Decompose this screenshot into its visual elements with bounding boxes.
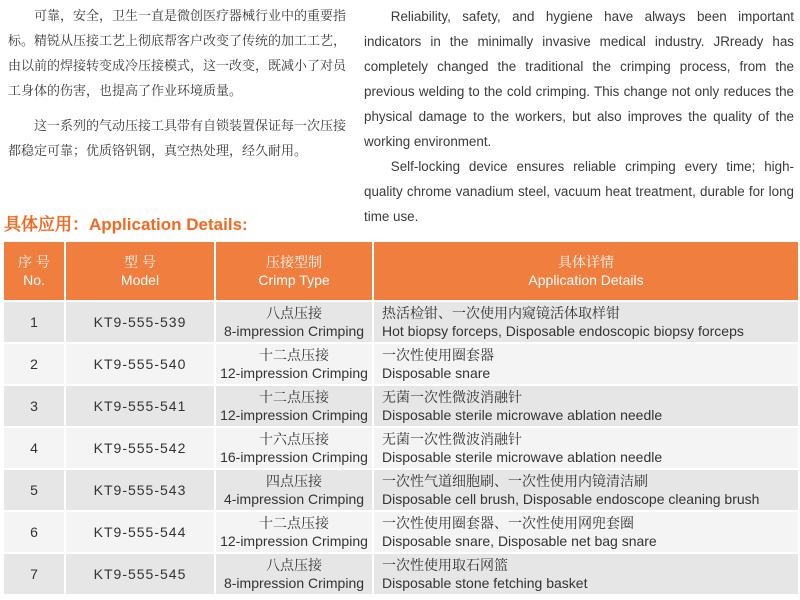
row-model: KT9-555-539 <box>66 302 216 344</box>
header-no-cn: 序 号 <box>18 254 50 270</box>
row-detail-en: Disposable snare <box>382 365 491 381</box>
row-model: KT9-555-540 <box>66 344 216 386</box>
row-crimp-cn: 四点压接 <box>266 473 322 489</box>
application-details-table <box>4 242 798 596</box>
row-model: KT9-555-544 <box>66 512 216 554</box>
header-crimp-cn: 压接型制 <box>266 254 322 270</box>
row-crimp-cn: 八点压接 <box>266 305 322 321</box>
header-details-en: Application Details <box>528 272 644 288</box>
intro-cn-paragraph-2: 这一系列的气动压接工具带有自锁装置保证每一次压接都稳定可靠；优质铬钒钢，真空热处理，经久耐用。 <box>8 119 347 159</box>
row-crimp <box>216 386 374 428</box>
row-crimp-cn: 十二点压接 <box>259 389 329 405</box>
row-detail-cn: 无菌一次性微波消融针 <box>382 389 522 405</box>
row-detail <box>374 302 798 344</box>
row-detail-cn: 一次性使用取石网篮 <box>382 557 508 573</box>
row-detail <box>374 554 798 596</box>
table-row <box>4 428 798 470</box>
row-crimp-cn: 八点压接 <box>266 557 322 573</box>
row-crimp-en: 16-impression Crimping <box>220 449 368 465</box>
row-crimp-cn: 十二点压接 <box>259 515 329 531</box>
row-detail <box>374 512 798 554</box>
section-title: 具体应用：Application Details: <box>4 215 248 234</box>
row-detail-en: Disposable stone fetching basket <box>382 575 588 591</box>
header-details-cn: 具体详情 <box>558 254 614 270</box>
row-crimp-en: 12-impression Crimping <box>220 533 368 549</box>
row-detail-en: Disposable snare, Disposable net bag snare <box>382 533 657 549</box>
row-detail-cn: 热活检钳、一次使用内窥镜活体取样钳 <box>382 305 620 321</box>
row-model: KT9-555-542 <box>66 428 216 470</box>
row-detail <box>374 428 798 470</box>
row-no: 4 <box>4 428 66 470</box>
table-header-row <box>4 242 798 302</box>
row-crimp <box>216 554 374 596</box>
row-crimp-en: 4-impression Crimping <box>223 491 365 507</box>
header-no-en: No. <box>23 272 45 288</box>
row-no: 2 <box>4 344 66 386</box>
row-crimp-en: 12-impression Crimping <box>220 407 368 423</box>
intro-en-paragraph-1: Reliability, safety, and hygiene have always been important indicators in the minimally invasive medical industry. JRready has completely changed the traditional the crimping process, from the previous welding to the cold crimping. This change not only reduces the physical damage to the workers, but also improves the quality of the working environment. <box>364 9 794 149</box>
row-model: KT9-555-545 <box>66 554 216 596</box>
row-crimp <box>216 428 374 470</box>
header-no <box>4 242 66 302</box>
intro-cn-paragraph-1: 可靠，安全，卫生一直是微创医疗器械行业中的重要指标。精锐从压接工艺上彻底帮客户改变了传统的加工工艺，由以前的焊接转变成冷压接模式，这一改变，既减小了对员工身体的伤害，也提高了作业环境质量。 <box>8 9 347 99</box>
table-row <box>4 512 798 554</box>
row-no: 6 <box>4 512 66 554</box>
row-no: 3 <box>4 386 66 428</box>
row-detail-en: Hot biopsy forceps, Disposable endoscopic biopsy forceps <box>382 323 744 339</box>
row-model: KT9-555-541 <box>66 386 216 428</box>
intro-english <box>364 4 794 229</box>
row-model: KT9-555-543 <box>66 470 216 512</box>
row-no: 7 <box>4 554 66 596</box>
row-crimp-cn: 十二点压接 <box>259 347 329 363</box>
row-crimp-cn: 十六点压接 <box>259 431 329 447</box>
table-row <box>4 470 798 512</box>
table-row <box>4 302 798 344</box>
row-detail-en: Disposable sterile microwave ablation needle <box>382 407 663 423</box>
header-model-cn: 型 号 <box>124 254 156 270</box>
header-model <box>66 242 216 302</box>
header-crimp-en: Crimp Type <box>258 272 330 288</box>
row-crimp-en: 8-impression Crimping <box>223 323 365 339</box>
row-detail-cn: 无菌一次性微波消融针 <box>382 431 522 447</box>
table-row <box>4 554 798 596</box>
row-crimp-en: 8-impression Crimping <box>223 575 365 591</box>
row-detail-cn: 一次性气道细胞刷、一次性使用内镜清洁刷 <box>382 473 648 489</box>
row-detail-en: Disposable cell brush, Disposable endoscope cleaning brush <box>382 491 760 507</box>
header-details <box>374 242 798 302</box>
row-crimp <box>216 302 374 344</box>
header-model-en: Model <box>120 272 160 288</box>
row-no: 1 <box>4 302 66 344</box>
row-crimp <box>216 470 374 512</box>
row-detail-cn: 一次性使用圈套器 <box>382 347 494 363</box>
intro-en-paragraph-2: Self-locking device ensures reliable crimping every time; high-quality chrome vanadium steel, vacuum heat treatment, durable for long time use. <box>364 159 794 224</box>
row-crimp <box>216 512 374 554</box>
intro-chinese <box>8 4 354 174</box>
row-no: 5 <box>4 470 66 512</box>
header-crimp-type <box>216 242 374 302</box>
table-row <box>4 386 798 428</box>
table-row <box>4 344 798 386</box>
row-detail <box>374 470 798 512</box>
row-detail-cn: 一次性使用圈套器、一次性使用网兜套圈 <box>382 515 634 531</box>
row-detail <box>374 344 798 386</box>
row-crimp <box>216 344 374 386</box>
row-crimp-en: 12-impression Crimping <box>220 365 368 381</box>
row-detail <box>374 386 798 428</box>
row-detail-en: Disposable sterile microwave ablation needle <box>382 449 663 465</box>
